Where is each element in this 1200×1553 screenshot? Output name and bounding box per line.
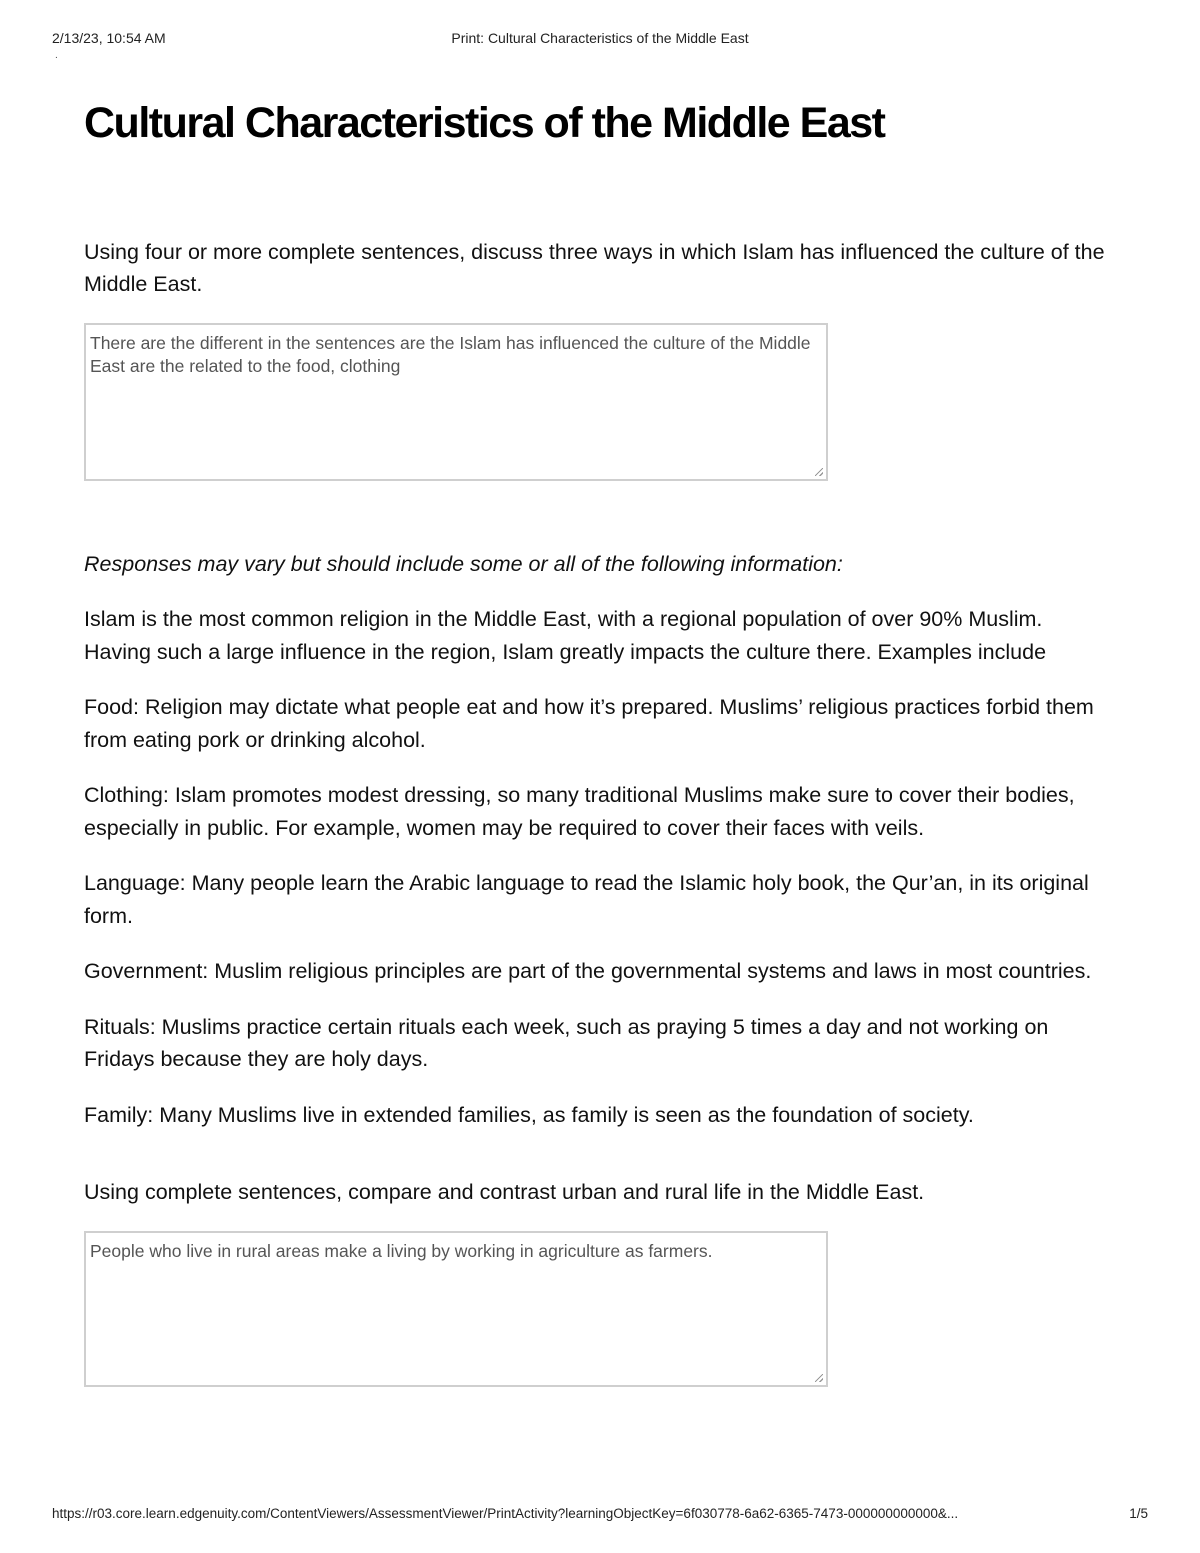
resize-handle-icon[interactable]: [815, 1374, 823, 1382]
question-1-response-box[interactable]: [84, 323, 828, 481]
print-mark: .: [55, 50, 58, 61]
question-2-response-text: People who live in rural areas make a living by working in agriculture as farmers.: [90, 1241, 713, 1261]
guidance-paragraph-clothing: Clothing: Islam promotes modest dressing, so many traditional Muslims make sure to cover their bodies, especially in public. For example, women may be required to cover their faces with veils.: [84, 783, 1075, 840]
guidance-paragraph-rituals: Rituals: Muslims practice certain rituals each week, such as praying 5 times a day and not working on Fridays because they are holy days.: [84, 1014, 1049, 1071]
question-1-response-text: There are the different in the sentences are the Islam has influenced the culture of the Middle East are the related to the food, clothing: [90, 333, 811, 376]
guidance-paragraph-food: Food: Religion may dictate what people eat and how it’s prepared. Muslims’ religious practices forbid them from eating pork or drinking alcohol.: [84, 695, 1094, 752]
guidance-paragraph-government: Government: Muslim religious principles are part of the governmental systems and laws in most countries.: [84, 959, 1092, 983]
page-heading: Cultural Characteristics of the Middle East: [84, 99, 885, 147]
print-url: https://r03.core.learn.edgenuity.com/ContentViewers/AssessmentViewer/PrintActivity?learningObjectKey=6f030778-6a62-6365-7473-000000000000&...: [52, 1506, 959, 1521]
guidance-intro: Responses may vary but should include some or all of the following information:: [84, 552, 843, 576]
print-date-time: 2/13/23, 10:54 AM: [52, 30, 166, 46]
guidance-paragraph-family: Family: Many Muslims live in extended families, as family is seen as the foundation of society.: [84, 1102, 974, 1127]
question-1-prompt: Using four or more complete sentences, discuss three ways in which Islam has influenced the culture of the Middle East.: [84, 240, 1105, 296]
guidance-paragraph-language: Language: Many people learn the Arabic language to read the Islamic holy book, the Qur’an, in its original form.: [84, 871, 1089, 928]
print-header: [52, 30, 1148, 50]
question-2-response-box[interactable]: [84, 1231, 828, 1387]
print-page-title: Print: Cultural Characteristics of the Middle East: [451, 30, 749, 46]
document-content: [84, 96, 1114, 1387]
page-indicator: 1/5: [1129, 1506, 1148, 1521]
guidance-paragraph-overview: Islam is the most common religion in the Middle East, with a regional population of over 90% Muslim. Having such a large influence in the region, Islam greatly impacts the culture there. Examples include: [84, 607, 1047, 664]
question-2-prompt: Using complete sentences, compare and contrast urban and rural life in the Middle East.: [84, 1180, 925, 1204]
resize-handle-icon[interactable]: [815, 468, 823, 476]
